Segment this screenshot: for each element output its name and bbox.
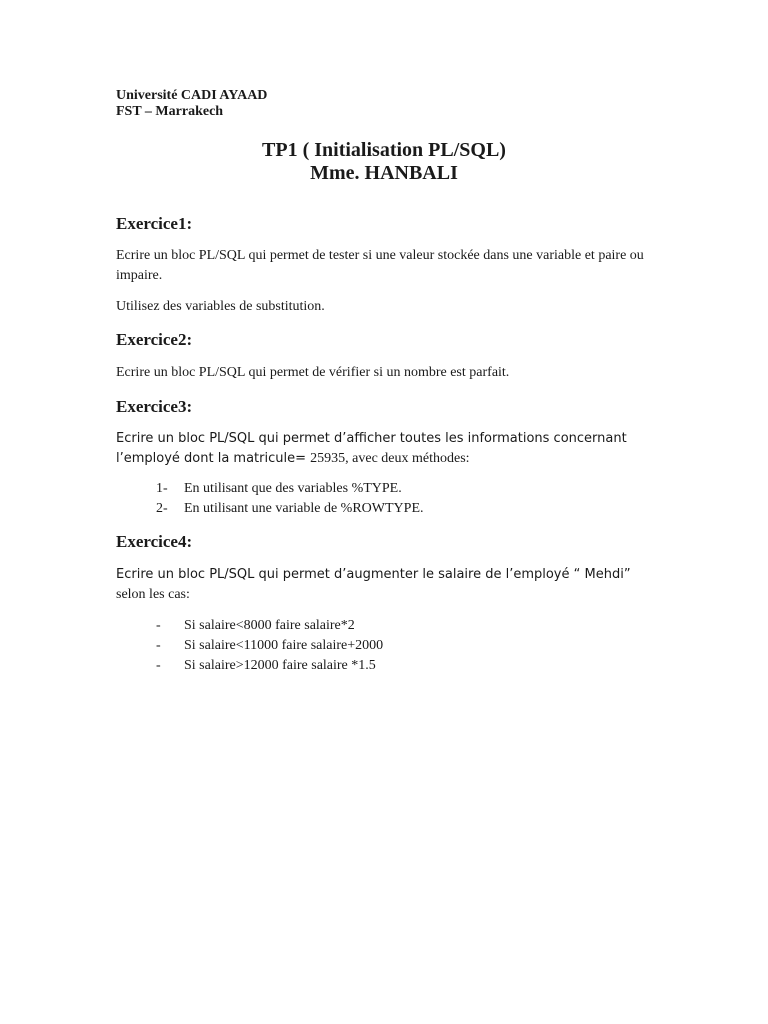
title-line-teacher: Mme. HANBALI <box>310 162 458 184</box>
exercise-3-statement-line-1: Ecrire un bloc PL/SQL qui permet d’afficher toutes les informations concernant <box>116 431 627 446</box>
exercise-4-statement-line-2: selon les cas: <box>116 587 190 602</box>
exercise-1-statement: Ecrire un bloc PL/SQL qui permet de tester si une valeur stockée dans une variable et paire ou impaire. <box>116 248 644 283</box>
document-header <box>116 88 267 120</box>
university-name: Université CADI AYAAD <box>116 88 268 103</box>
title-line-tp: TP1 ( Initialisation PL/SQL) <box>262 139 506 161</box>
list-item <box>156 499 424 519</box>
exercise-3-statement-line-2b: 25935, avec deux méthodes: <box>310 451 470 466</box>
exercise-3-statement-line-2 <box>116 449 656 469</box>
exercise-2-statement: Ecrire un bloc PL/SQL qui permet de vérifier si un nombre est parfait. <box>116 365 510 380</box>
list-item-marker: 1- <box>156 481 168 496</box>
exercise-1-title: Exercice1: <box>116 214 193 233</box>
exercise-4-cases-list <box>156 616 383 676</box>
list-item-text: Si salaire<11000 faire salaire+2000 <box>184 638 384 653</box>
exercise-1-note: Utilisez des variables de substitution. <box>116 299 325 314</box>
exercise-3-statement-line-2a: l’employé dont la matricule= <box>116 451 311 466</box>
exercise-2-title: Exercice2: <box>116 330 193 349</box>
exercise-3-statement <box>116 429 656 469</box>
list-item-marker: - <box>156 658 161 673</box>
list-item-marker: - <box>156 618 161 633</box>
exercise-4-statement <box>116 565 656 605</box>
exercise-3-methods-list <box>156 479 424 519</box>
list-item-text: Si salaire>12000 faire salaire *1.5 <box>184 658 376 673</box>
exercise-3-title: Exercice3: <box>116 397 193 416</box>
list-item-marker: 2- <box>156 501 168 516</box>
exercise-4-statement-line-1: Ecrire un bloc PL/SQL qui permet d’augmenter le salaire de l’employé “ Mehdi” <box>116 567 631 582</box>
list-item <box>156 479 424 499</box>
document-title <box>0 139 768 185</box>
list-item-text: En utilisant que des variables %TYPE. <box>184 481 402 496</box>
list-item <box>156 656 383 676</box>
list-item <box>156 616 383 636</box>
list-item-text: En utilisant une variable de %ROWTYPE. <box>184 501 424 516</box>
exercise-4-title: Exercice4: <box>116 532 193 551</box>
faculty-name: FST – Marrakech <box>116 104 224 119</box>
list-item-text: Si salaire<8000 faire salaire*2 <box>184 618 355 633</box>
list-item <box>156 636 383 656</box>
list-item-marker: - <box>156 638 161 653</box>
